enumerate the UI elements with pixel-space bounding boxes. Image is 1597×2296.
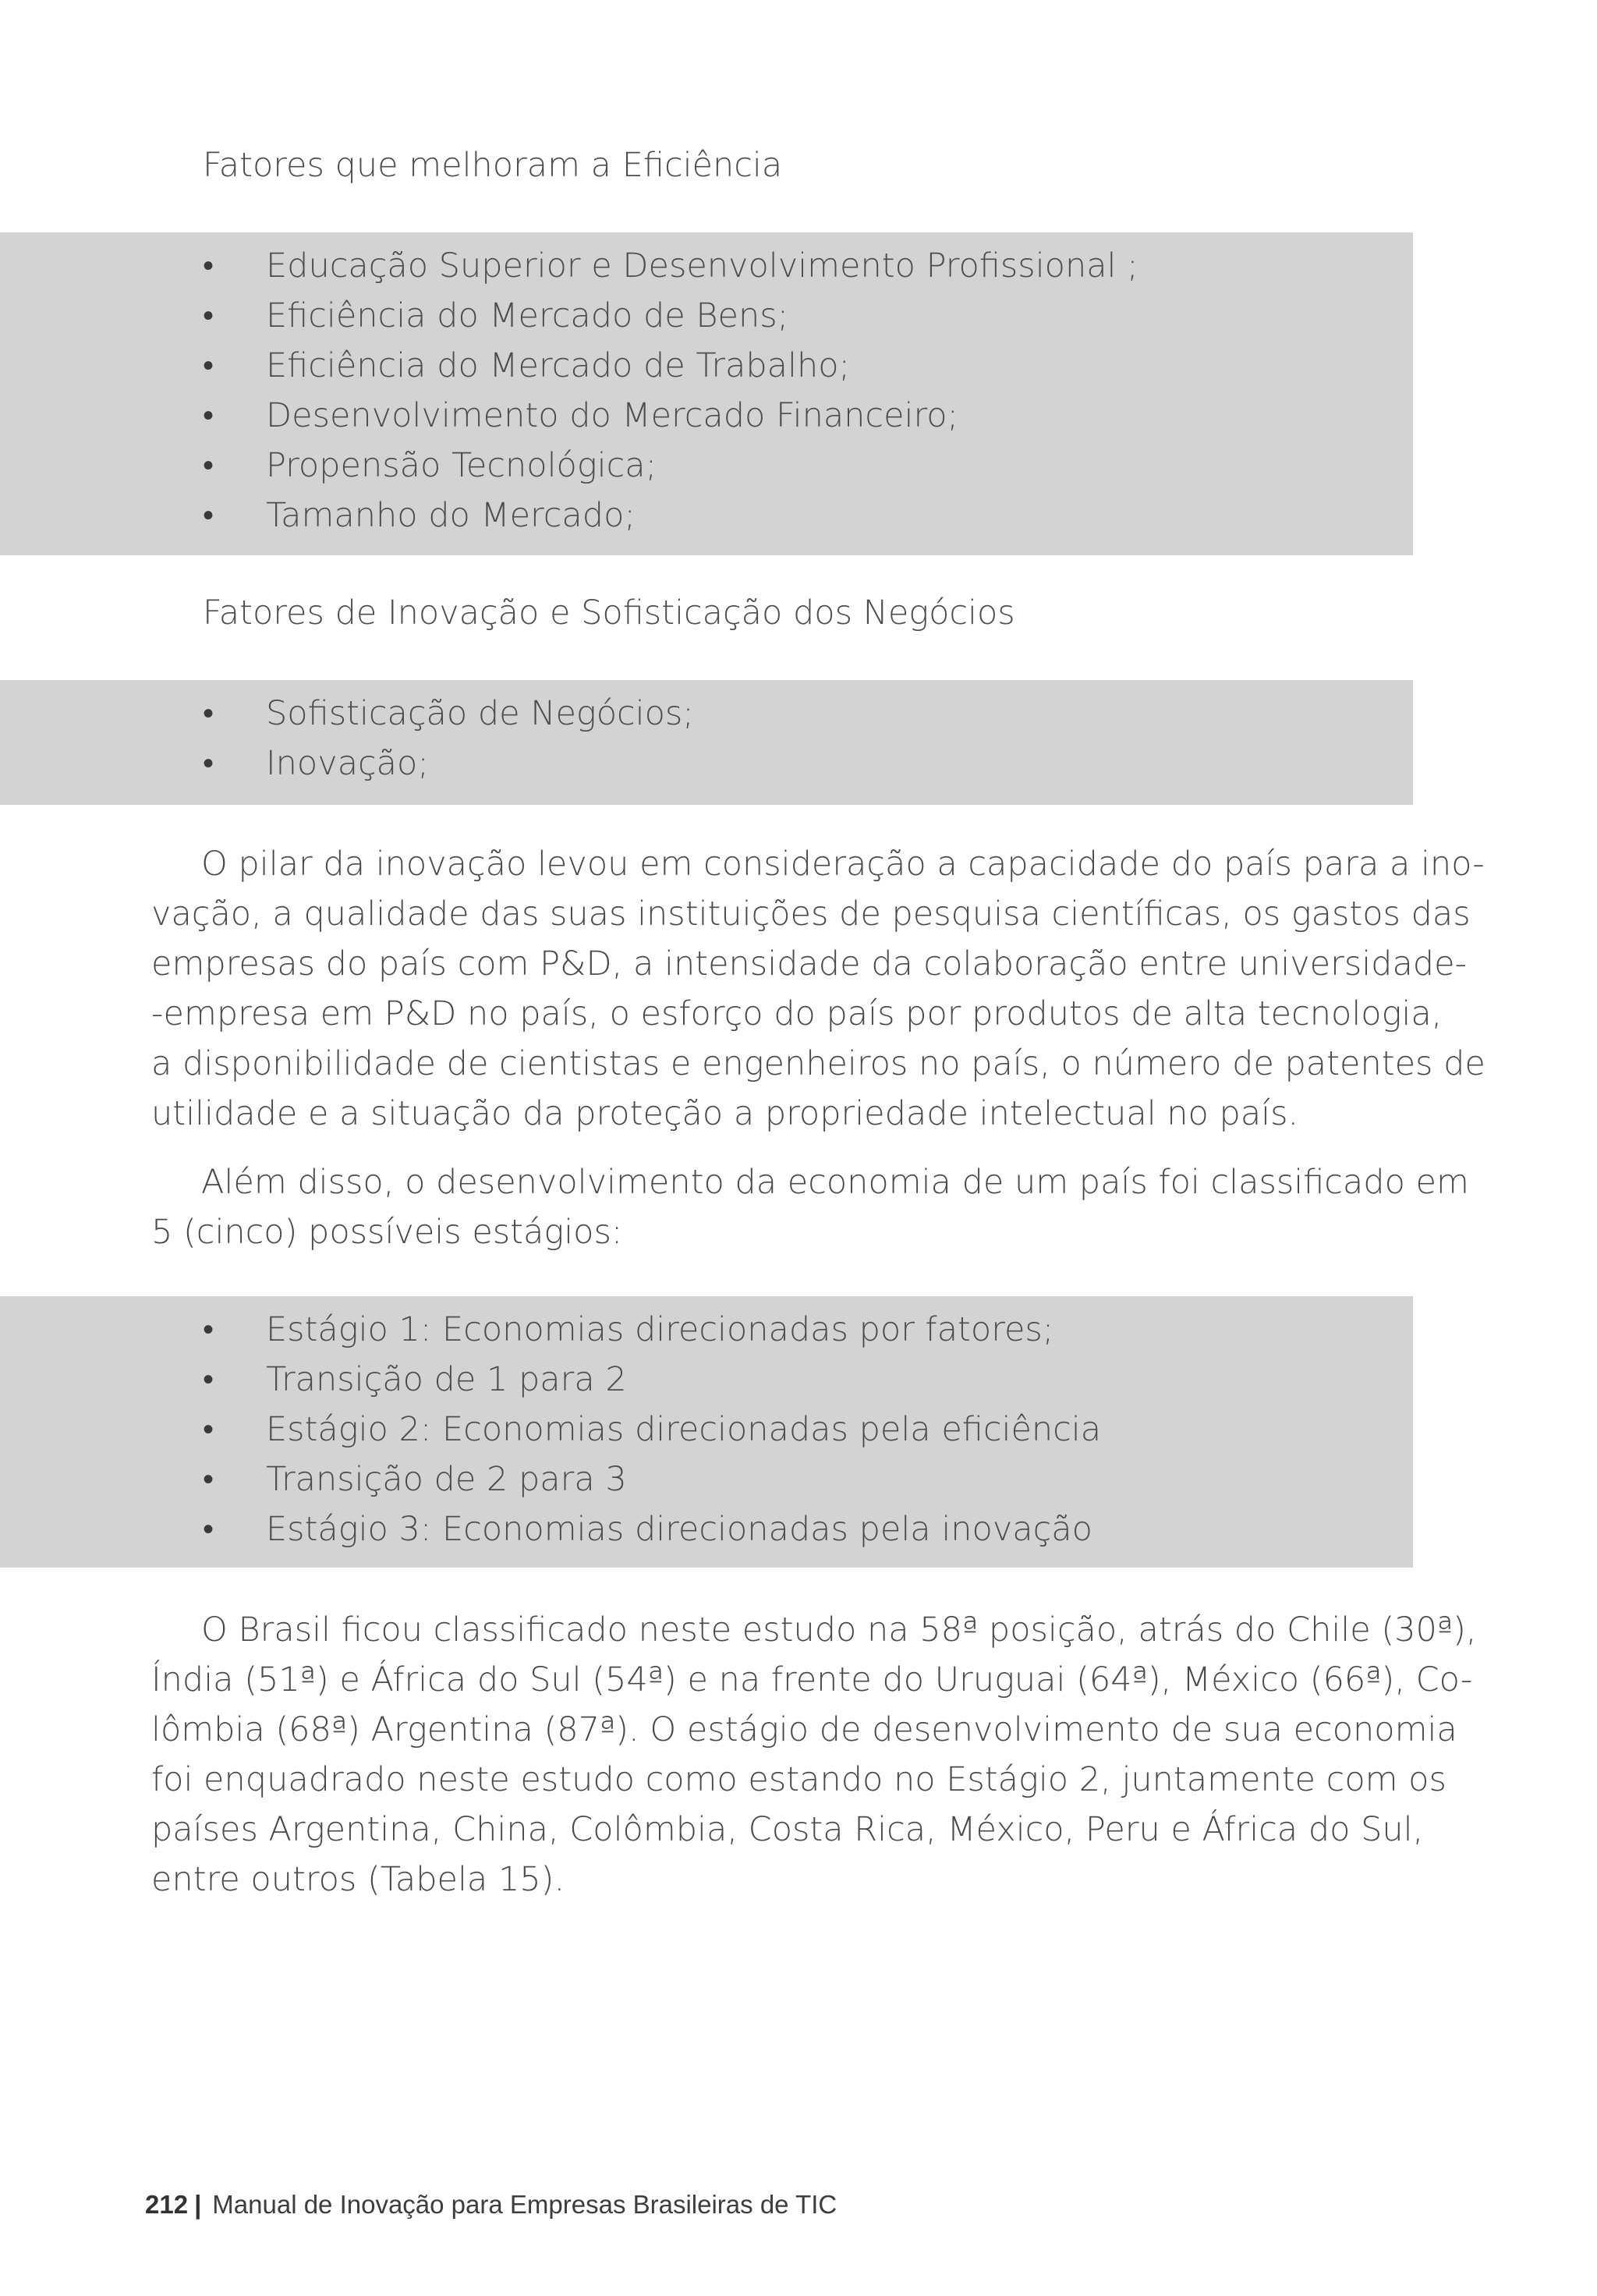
paragraph-line: lômbia (68ª) Argentina (87ª). O estágio de desenvolvimento de sua economia xyxy=(151,1710,1457,1749)
paragraph-line: O pilar da inovação levou em consideração a capacidade do país para a ino- xyxy=(201,845,1485,884)
list-item-text: Estágio 2: Economias direcionadas pela eficiência xyxy=(266,1410,1102,1449)
paragraph-line: vação, a qualidade das suas instituições de pesquisa científicas, os gastos das xyxy=(151,895,1471,934)
list-item-text: Eficiência do Mercado de Trabalho; xyxy=(266,346,851,385)
bullet-icon: • xyxy=(203,1511,214,1547)
paragraph-line: -empresa em P&D no país, o esforço do país por produtos de alta tecnologia, xyxy=(151,994,1443,1033)
list-item-text: Inovação; xyxy=(266,744,429,783)
paragraph-line: a disponibilidade de cientistas e engenheiros no país, o número de patentes de xyxy=(151,1044,1485,1083)
paragraph-brazil-ranking xyxy=(151,1605,1477,1904)
list-item xyxy=(0,291,1413,341)
section-heading-efficiency: Fatores que melhoram a Eficiência xyxy=(203,146,783,185)
development-stages-list xyxy=(0,1296,1413,1568)
list-item xyxy=(0,689,1413,739)
paragraph-line: utilidade e a situação da proteção a propriedade intelectual no país. xyxy=(151,1094,1299,1133)
bullet-icon: • xyxy=(203,1362,214,1398)
bullet-icon: • xyxy=(203,1412,214,1447)
page-number: 212 xyxy=(145,2190,189,2219)
footer-separator: | xyxy=(194,2190,202,2219)
bullet-icon: • xyxy=(203,498,214,533)
bullet-icon: • xyxy=(203,1462,214,1497)
list-item xyxy=(0,341,1413,391)
list-item xyxy=(0,441,1413,491)
list-item xyxy=(0,391,1413,441)
bullet-icon: • xyxy=(203,696,214,732)
page-footer xyxy=(145,2185,837,2224)
book-title: Manual de Inovação para Empresas Brasileiras de TIC xyxy=(212,2190,837,2219)
efficiency-factors-list xyxy=(0,232,1413,555)
bullet-icon: • xyxy=(203,746,214,781)
list-item xyxy=(0,1504,1413,1554)
paragraph-line: empresas do país com P&D, a intensidade da colaboração entre universidade- xyxy=(151,944,1468,983)
paragraph-line: foi enquadrado neste estudo como estando no Estágio 2, juntamente com os xyxy=(151,1760,1447,1799)
bullet-icon: • xyxy=(203,348,214,384)
paragraph-line: entre outros (Tabela 15). xyxy=(151,1860,565,1899)
bullet-icon: • xyxy=(203,448,214,484)
paragraph-line: Índia (51ª) e África do Sul (54ª) e na frente do Uruguai (64ª), México (66ª), Co- xyxy=(151,1660,1473,1699)
list-item xyxy=(0,1405,1413,1454)
list-item xyxy=(0,1305,1413,1355)
list-item-text: Eficiência do Mercado de Bens; xyxy=(266,296,789,335)
bullet-icon: • xyxy=(203,1312,214,1348)
list-item xyxy=(0,739,1413,788)
list-item xyxy=(0,1454,1413,1504)
bullet-icon: • xyxy=(203,398,214,434)
list-item-text: Estágio 3: Economias direcionadas pela inovação xyxy=(266,1510,1092,1549)
paragraph-line: países Argentina, China, Colômbia, Costa Rica, México, Peru e África do Sul, xyxy=(151,1810,1424,1849)
innovation-factors-list xyxy=(0,680,1413,805)
list-item-text: Tamanho do Mercado; xyxy=(266,496,636,535)
paragraph-line: Além disso, o desenvolvimento da economia de um país foi classificado em xyxy=(201,1163,1469,1202)
paragraph-stages-intro xyxy=(151,1157,1469,1257)
list-item-text: Educação Superior e Desenvolvimento Profissional ; xyxy=(266,246,1138,285)
paragraph-line: O Brasil ficou classificado neste estudo na 58ª posição, atrás do Chile (30ª), xyxy=(201,1610,1477,1649)
list-item-text: Estágio 1: Economias direcionadas por fatores; xyxy=(266,1310,1054,1349)
bullet-icon: • xyxy=(203,248,214,284)
paragraph-line: 5 (cinco) possíveis estágios: xyxy=(151,1213,623,1252)
list-item-text: Propensão Tecnológica; xyxy=(266,446,657,485)
list-item xyxy=(0,241,1413,291)
paragraph-innovation-pillar xyxy=(151,839,1485,1139)
list-item-text: Transição de 2 para 3 xyxy=(266,1460,627,1499)
list-item xyxy=(0,491,1413,540)
section-heading-innovation: Fatores de Inovação e Sofisticação dos Negócios xyxy=(203,593,1015,632)
bullet-icon: • xyxy=(203,298,214,334)
list-item-text: Transição de 1 para 2 xyxy=(266,1360,627,1399)
list-item xyxy=(0,1355,1413,1405)
list-item-text: Desenvolvimento do Mercado Financeiro; xyxy=(266,396,959,435)
list-item-text: Sofisticação de Negócios; xyxy=(266,694,694,733)
